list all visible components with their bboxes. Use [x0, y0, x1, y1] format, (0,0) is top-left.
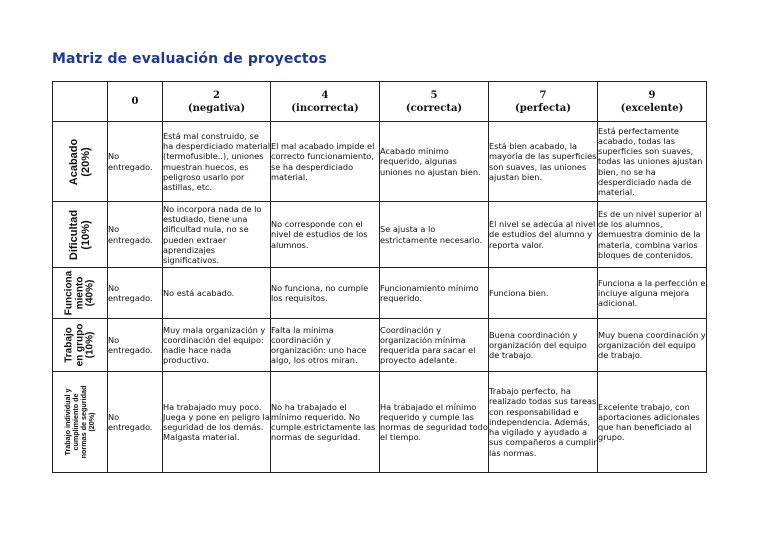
- rubric-cell: Acabado mínimo requerido, algunas uniones no ajustan bien.: [380, 122, 489, 202]
- column-label: (correcta): [405, 102, 463, 114]
- column-header: [598, 82, 707, 122]
- rubric-cell: No incorpora nada de lo estudiado, tiene una dificultad nula, no se pueden extraer aprendizajes significativos.: [163, 202, 271, 268]
- column-label: (negativa): [187, 102, 246, 114]
- column-label: (excelente): [620, 102, 684, 114]
- column-header: [489, 82, 598, 122]
- rubric-cell: Está bien acabado, la mayoría de las superficies son suaves, las uniones ajustan bien.: [489, 122, 598, 202]
- header-row: [53, 82, 707, 122]
- rubric-cell: El nivel se adecúa al nivel de estudios del alumno y reporta valor.: [489, 202, 598, 268]
- rubric-cell: Muy buena coordinación y organización del equipo de trabajo.: [598, 319, 707, 372]
- rubric-cell: Ha trabajado el mínimo requerido y cumple las normas de seguridad todo el tiempo.: [380, 372, 489, 473]
- table-row: [53, 122, 707, 202]
- rubric-cell: Se ajusta a lo estrictamente necesario.: [380, 202, 489, 268]
- table-row: [53, 319, 707, 372]
- page-title: Matriz de evaluación de proyectos: [52, 51, 327, 67]
- criterion-label: Dificultad (10%): [68, 209, 92, 260]
- rubric-cell: Es de un nivel superior al de los alumnos, demuestra dominio de la materia, combina varios bloques de contenidos.: [598, 202, 707, 268]
- criterion-cell: [53, 319, 108, 372]
- column-header: [108, 82, 163, 122]
- column-header: [380, 82, 489, 122]
- criterion-label: Acabado (20%): [68, 138, 92, 185]
- rubric-cell: Buena coordinación y organización del equipo de trabajo.: [489, 319, 598, 372]
- rubric-cell: No entregado.: [108, 319, 163, 372]
- column-header: [271, 82, 380, 122]
- rubric-cell: Está mal construido, se ha desperdiciado material (termofusible..), uniones muestran huecos, es peligroso usarlo por astillas, etc.: [163, 122, 271, 202]
- column-score: 2: [213, 89, 220, 101]
- rubric-cell: No funciona, no cumple los requisitos.: [271, 268, 380, 319]
- rubric-cell: No está acabado.: [163, 268, 271, 319]
- rubric-cell: No entregado.: [108, 202, 163, 268]
- table-row: [53, 268, 707, 319]
- rubric-cell: Funciona a la perfección e incluye alguna mejora adicional.: [598, 268, 707, 319]
- rubric-cell: Muy mala organización y coordinación del equipo: nadie hace nada productivo.: [163, 319, 271, 372]
- corner-cell: [53, 82, 108, 122]
- criterion-label: Trabajo individual y cumplimiento de normas de seguridad (20%): [63, 385, 96, 459]
- rubric-cell: No corresponde con el nivel de estudios de los alumnos.: [271, 202, 380, 268]
- table-row: [53, 372, 707, 473]
- rubric-cell: Funcionamiento mínimo requerido.: [380, 268, 489, 319]
- column-label: (perfecta): [515, 102, 571, 114]
- criterion-cell: [53, 202, 108, 268]
- rubric-cell: Ha trabajado muy poco. Juega y pone en peligro la seguridad de los demás. Malgasta material.: [163, 372, 271, 473]
- column-score: 4: [321, 89, 329, 101]
- criterion-label: Trabajo en grupo (10%): [63, 323, 96, 367]
- column-header: [163, 82, 271, 122]
- evaluation-matrix: [52, 81, 707, 473]
- rubric-cell: Excelente trabajo, con aportaciones adicionales que han beneficiado al grupo.: [598, 372, 707, 473]
- column-score: 0: [131, 96, 139, 107]
- rubric-cell: No entregado.: [108, 122, 163, 202]
- rubric-cell: Falta la mínima coordinación y organización: uno hace algo, los otros miran.: [271, 319, 380, 372]
- rubric-cell: Funciona bien.: [489, 268, 598, 319]
- criterion-cell: [53, 122, 108, 202]
- rubric-cell: El mal acabado impide el correcto funcionamiento, se ha desperdiciado material.: [271, 122, 380, 202]
- rubric-cell: No entregado.: [108, 268, 163, 319]
- rubric-cell: Trabajo perfecto, ha realizado todas sus tareas con responsabilidad e independencia. Además, ha vigilado y ayudado a sus compañeros a cumplir las normas.: [489, 372, 598, 473]
- rubric-cell: Coordinación y organización mínima requerida para sacar el proyecto adelante.: [380, 319, 489, 372]
- rubric-cell: No ha trabajado el mínimo requerido. No cumple estrictamente las normas de seguridad.: [271, 372, 380, 473]
- criterion-label: Funciona miento (40%): [63, 270, 96, 316]
- table-row: [53, 202, 707, 268]
- column-label: (incorrecta): [291, 102, 359, 114]
- rubric-cell: Está perfectamente acabado, todas las superficies son suaves, todas las uniones ajustan bien, no se ha desperdiciado nada de material.: [598, 122, 707, 202]
- criterion-cell: [53, 372, 108, 473]
- rubric-cell: No entregado.: [108, 372, 163, 473]
- column-score: 5: [430, 89, 438, 101]
- criterion-cell: [53, 268, 108, 319]
- column-score: 9: [648, 89, 656, 101]
- column-score: 7: [539, 89, 547, 101]
